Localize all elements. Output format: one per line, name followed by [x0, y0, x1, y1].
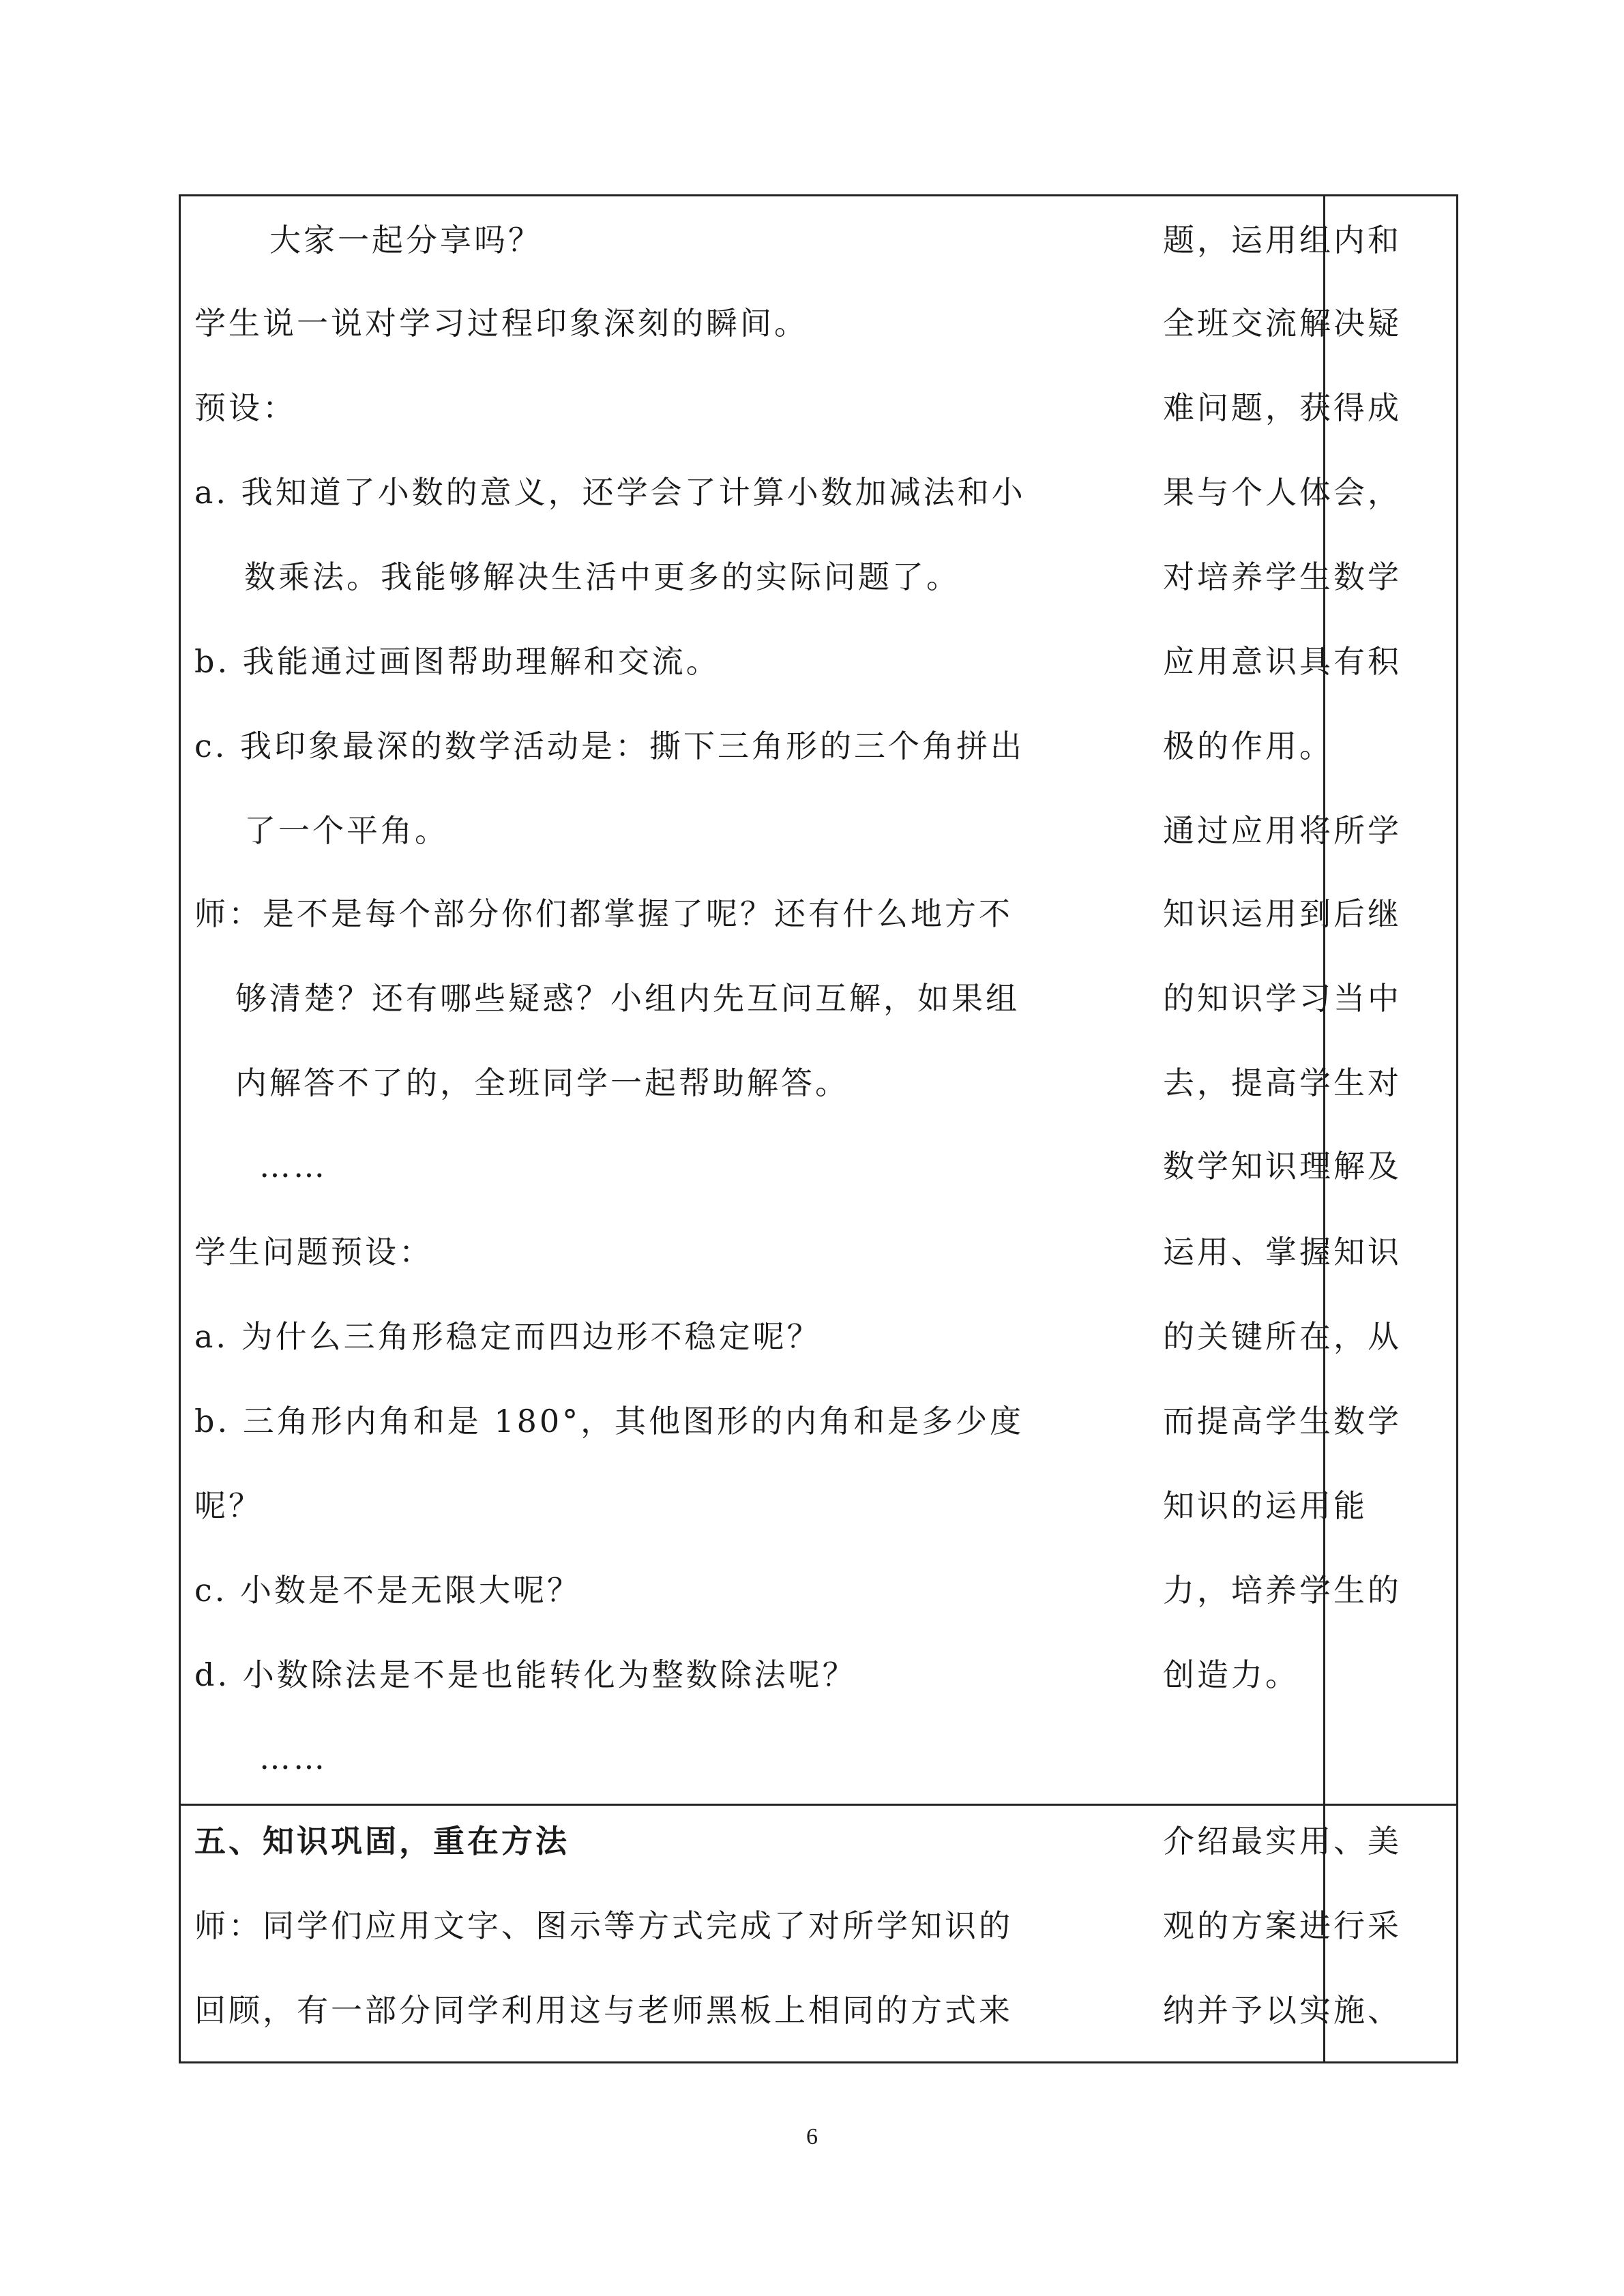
ellipsis: ……: [259, 1740, 327, 1776]
text-line: 的关键所在，从: [1163, 1318, 1402, 1355]
text-line: 师：是不是每个部分你们都掌握了呢？还有什么地方不: [194, 895, 1013, 932]
text-line: 学生说一说对学习过程印象深刻的瞬间。: [194, 305, 808, 342]
text-line: 题，运用组内和: [1163, 222, 1402, 258]
text-line: 了一个平角。: [244, 812, 449, 849]
text-line: 难问题，获得成: [1163, 389, 1402, 426]
text-line: 通过应用将所学: [1163, 812, 1402, 849]
text-line: c. 我印象最深的数学活动是：撕下三角形的三个角拼出: [194, 728, 1025, 764]
text-line: 数乘法。我能够解决生活中更多的实际问题了。: [244, 558, 960, 595]
text-line: b. 我能通过画图帮助理解和交流。: [194, 643, 720, 680]
text-line: 的知识学习当中: [1163, 980, 1402, 1017]
text-line: 而提高学生数学: [1163, 1403, 1402, 1440]
text-line: 去，提高学生对: [1163, 1064, 1402, 1101]
row-divider: [181, 1804, 1456, 1806]
text-line: 对培养学生数学: [1163, 558, 1402, 595]
text-line: a. 为什么三角形稳定而四边形不稳定呢？: [194, 1318, 821, 1355]
text-line: 学生问题预设：: [194, 1234, 433, 1270]
page-number: 6: [806, 2124, 818, 2149]
text-line: d. 小数除法是不是也能转化为整数除法呢？: [194, 1656, 857, 1693]
text-line: c. 小数是不是无限大呢？: [194, 1572, 582, 1609]
text-line: 预设：: [194, 389, 297, 426]
ellipsis: ……: [259, 1148, 327, 1184]
text-line: 力，培养学生的: [1163, 1572, 1402, 1609]
text-line: b. 三角形内角和是 180°，其他图形的内角和是多少度: [194, 1403, 1024, 1440]
text-line: 师：同学们应用文字、图示等方式完成了对所学知识的: [194, 1907, 1013, 1944]
section-heading: 五、知识巩固，重在方法: [194, 1823, 570, 1860]
text-line: 够清楚？还有哪些疑惑？小组内先互问互解，如果组: [235, 980, 1020, 1017]
text-line: 数学知识理解及: [1163, 1148, 1402, 1184]
text-line: 大家一起分享吗？: [269, 222, 542, 258]
text-line: 回顾，有一部分同学利用这与老师黑板上相同的方式来: [194, 1992, 1013, 2029]
text-line: 介绍最实用、美: [1163, 1823, 1402, 1860]
text-line: 全班交流解决疑: [1163, 305, 1402, 342]
text-line: 内解答不了的，全班同学一起帮助解答。: [235, 1064, 849, 1101]
text-line: 观的方案进行采: [1163, 1907, 1402, 1944]
text-line: 知识运用到后继: [1163, 895, 1402, 932]
text-line: a. 我知道了小数的意义，还学会了计算小数加减法和小: [194, 474, 1026, 511]
text-line: 应用意识具有积: [1163, 643, 1402, 680]
text-line: 果与个人体会，: [1163, 474, 1402, 511]
text-line: 纳并予以实施、: [1163, 1992, 1402, 2029]
text-line: 知识的运用能: [1163, 1487, 1368, 1524]
text-line: 呢？: [194, 1487, 263, 1524]
text-line: 运用、掌握知识: [1163, 1234, 1402, 1270]
text-line: 极的作用。: [1163, 728, 1333, 764]
text-line: 创造力。: [1163, 1656, 1299, 1693]
